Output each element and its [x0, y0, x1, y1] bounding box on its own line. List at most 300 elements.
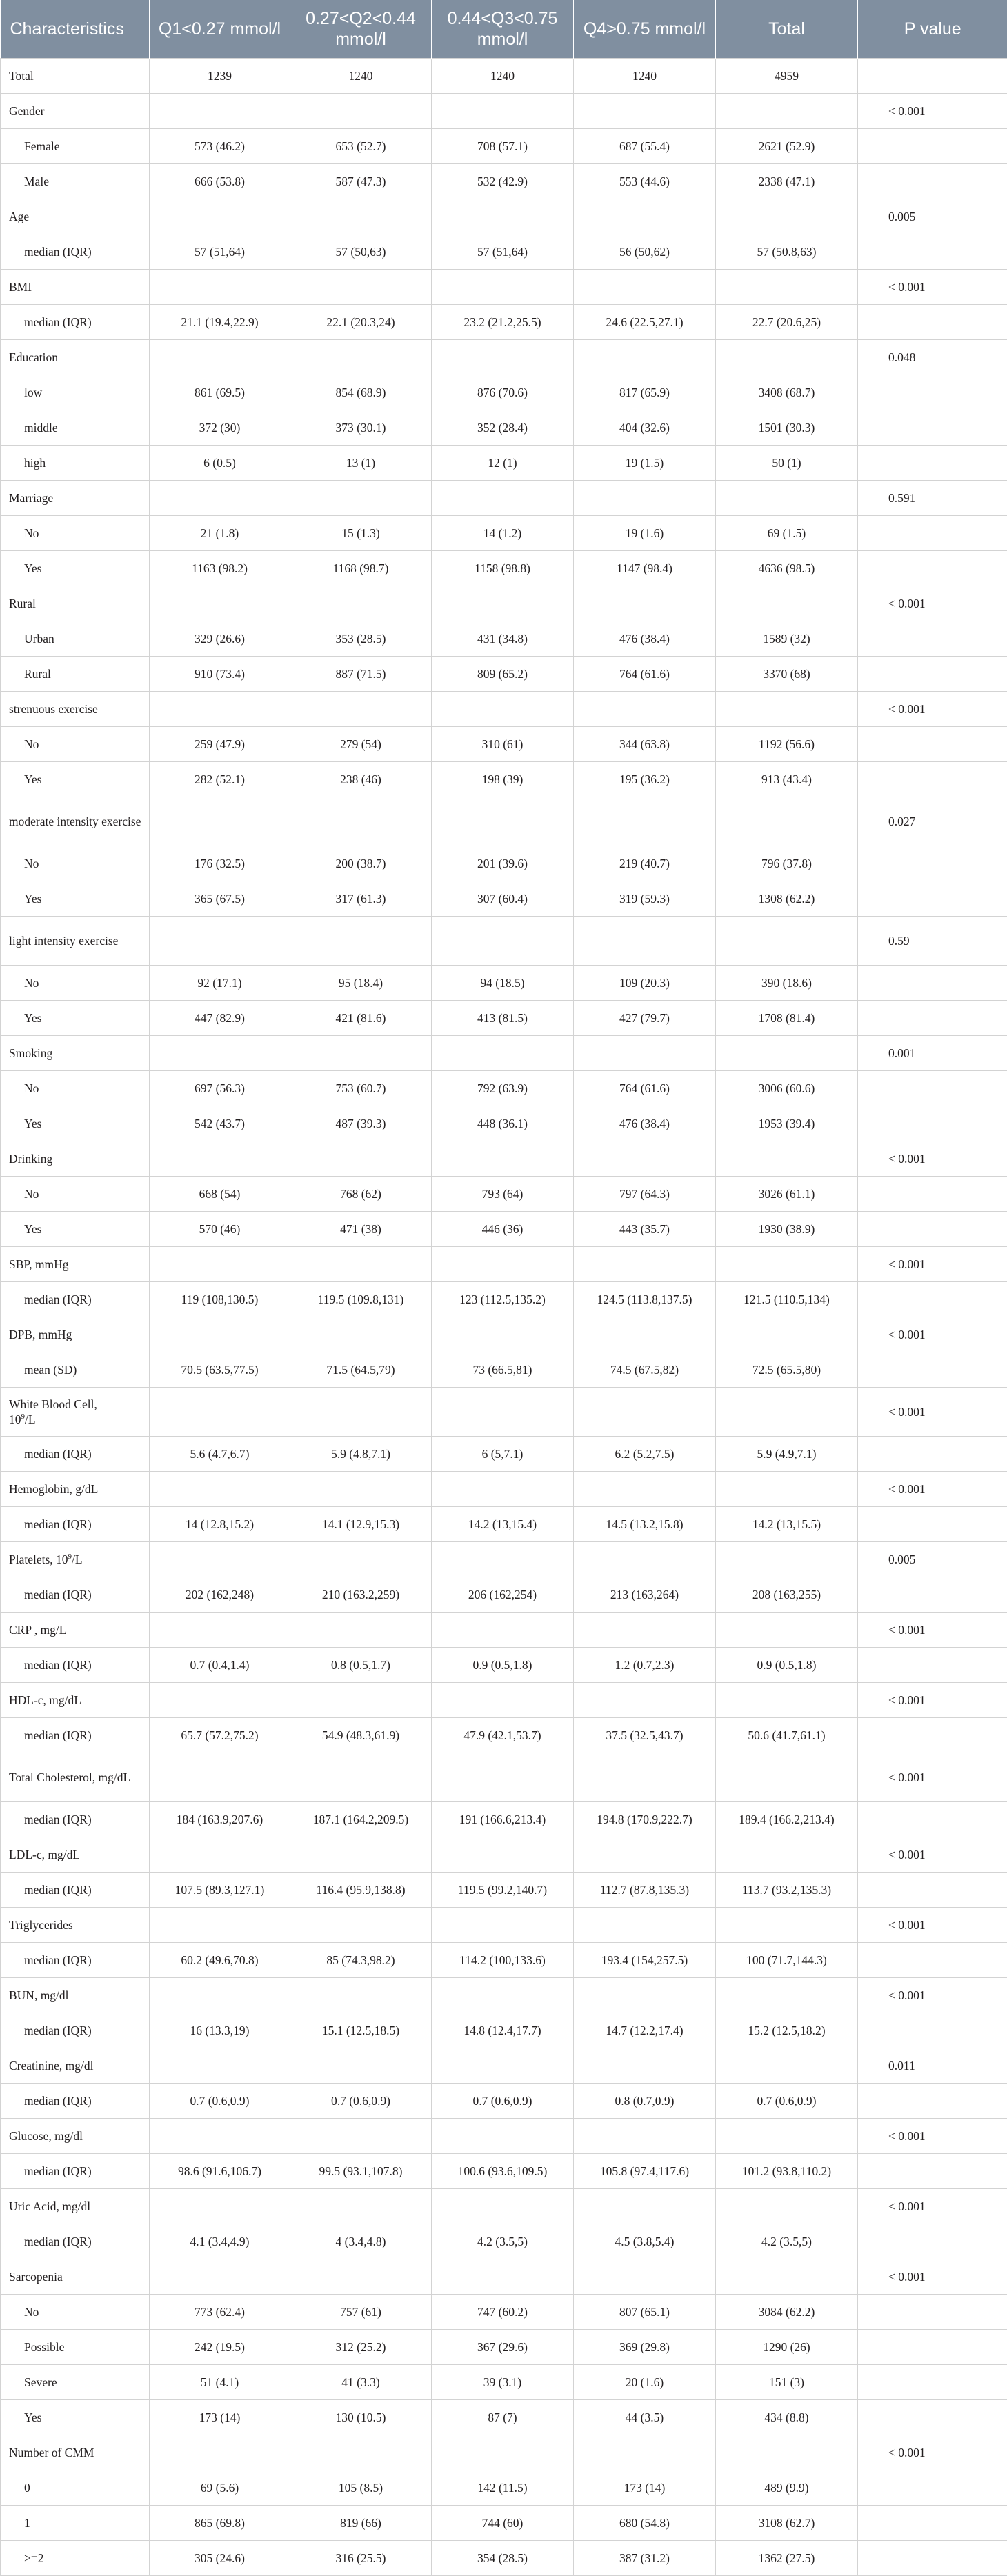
cell-p-value: < 0.001 — [858, 1388, 1007, 1437]
cell-q3 — [432, 2435, 574, 2470]
cell-p-value — [858, 1718, 1007, 1753]
cell-q3 — [432, 1683, 574, 1718]
cell-q2: 587 (47.3) — [290, 164, 432, 199]
header-p-value: P value — [858, 0, 1007, 59]
cell-q3: 708 (57.1) — [432, 129, 574, 164]
cell-total — [716, 270, 858, 305]
cell-total: 1930 (38.9) — [716, 1212, 858, 1247]
row-sublabel — [1, 2541, 150, 2576]
cell-q3 — [432, 586, 574, 621]
cell-q4 — [574, 917, 716, 966]
cell-p-value: < 0.001 — [858, 2189, 1007, 2224]
row-label-text: LDL-c, mg/dL — [9, 1848, 80, 1861]
row-label-text: median (IQR) — [24, 2164, 92, 2178]
row-sublabel — [1, 1352, 150, 1388]
cell-q3 — [432, 797, 574, 846]
row-label — [1, 340, 150, 375]
row-sublabel — [1, 2470, 150, 2506]
cell-p-value — [858, 129, 1007, 164]
row-label — [1, 59, 150, 94]
cell-p-value — [858, 234, 1007, 270]
cell-q3: 23.2 (21.2,25.5) — [432, 305, 574, 340]
cell-q1: 865 (69.8) — [150, 2506, 290, 2541]
row-label-text: Yes — [24, 1222, 41, 1236]
row-label — [1, 1837, 150, 1873]
cell-q3: 142 (11.5) — [432, 2470, 574, 2506]
row-label-text: Creatinine, mg/dl — [9, 2059, 93, 2073]
row-sublabel — [1, 881, 150, 917]
table-row — [1, 586, 1007, 621]
cell-q2 — [290, 2119, 432, 2154]
cell-q2 — [290, 1683, 432, 1718]
cell-q2: 95 (18.4) — [290, 966, 432, 1001]
cell-total — [716, 2435, 858, 2470]
table-row — [1, 1683, 1007, 1718]
table-row — [1, 2295, 1007, 2330]
row-label-text: Yes — [24, 1117, 41, 1130]
cell-q4: 4.5 (3.8,5.4) — [574, 2224, 716, 2259]
cell-q3: 352 (28.4) — [432, 410, 574, 446]
header-q4: Q4>0.75 mmol/l — [574, 0, 716, 59]
cell-q3: 14 (1.2) — [432, 516, 574, 551]
cell-q4: 124.5 (113.8,137.5) — [574, 1282, 716, 1317]
cell-q4: 213 (163,264) — [574, 1577, 716, 1613]
table-row — [1, 1177, 1007, 1212]
cell-q1: 202 (162,248) — [150, 1577, 290, 1613]
header-q2: 0.27<Q2<0.44 mmol/l — [290, 0, 432, 59]
cell-p-value: 0.027 — [858, 797, 1007, 846]
cell-q1: 70.5 (63.5,77.5) — [150, 1352, 290, 1388]
cell-q2: 768 (62) — [290, 1177, 432, 1212]
cell-q3: 191 (166.6,213.4) — [432, 1802, 574, 1837]
cell-q4: 476 (38.4) — [574, 1106, 716, 1141]
cell-q3 — [432, 1141, 574, 1177]
row-label-text: Total — [9, 69, 34, 83]
cell-p-value: 0.005 — [858, 199, 1007, 234]
cell-q3: 1158 (98.8) — [432, 551, 574, 586]
cell-p-value — [858, 2365, 1007, 2400]
cell-q1: 242 (19.5) — [150, 2330, 290, 2365]
cell-q4 — [574, 2119, 716, 2154]
row-label — [1, 1978, 150, 2013]
cell-q2: 1240 — [290, 59, 432, 94]
row-label-text: 0 — [24, 2481, 30, 2495]
cell-p-value — [858, 2295, 1007, 2330]
cell-q3: 14.2 (13,15.4) — [432, 1507, 574, 1542]
row-label-text: Triglycerides — [9, 1918, 73, 1932]
cell-q4 — [574, 1753, 716, 1802]
cell-total: 1290 (26) — [716, 2330, 858, 2365]
cell-q1: 21 (1.8) — [150, 516, 290, 551]
cell-q3: 448 (36.1) — [432, 1106, 574, 1141]
row-label-text: Hemoglobin, g/dL — [9, 1482, 98, 1496]
cell-q3: 0.9 (0.5,1.8) — [432, 1648, 574, 1683]
cell-q3 — [432, 2119, 574, 2154]
table-row — [1, 446, 1007, 481]
cell-q4 — [574, 2189, 716, 2224]
cell-q3 — [432, 340, 574, 375]
table-row — [1, 1036, 1007, 1071]
table-row — [1, 59, 1007, 94]
cell-q1: 861 (69.5) — [150, 375, 290, 410]
row-label-text: Yes — [24, 892, 41, 906]
cell-q2: 99.5 (93.1,107.8) — [290, 2154, 432, 2189]
cell-q1: 5.6 (4.7,6.7) — [150, 1437, 290, 1472]
cell-q4 — [574, 1247, 716, 1282]
row-sublabel — [1, 846, 150, 881]
cell-q1: 1239 — [150, 59, 290, 94]
cell-q4: 1240 — [574, 59, 716, 94]
cell-q2: 85 (74.3,98.2) — [290, 1943, 432, 1978]
cell-q1: 57 (51,64) — [150, 234, 290, 270]
row-label — [1, 94, 150, 129]
cell-q4: 1147 (98.4) — [574, 551, 716, 586]
row-label-text: Drinking — [9, 1152, 52, 1166]
cell-q4: 14.5 (13.2,15.8) — [574, 1507, 716, 1542]
cell-q2: 116.4 (95.9,138.8) — [290, 1873, 432, 1908]
header-total: Total — [716, 0, 858, 59]
cell-p-value: 0.001 — [858, 1036, 1007, 1071]
row-sublabel — [1, 1212, 150, 1247]
cell-p-value: 0.59 — [858, 917, 1007, 966]
table-row — [1, 2084, 1007, 2119]
cell-p-value — [858, 1802, 1007, 1837]
cell-q4: 193.4 (154,257.5) — [574, 1943, 716, 1978]
cell-q3: 1240 — [432, 59, 574, 94]
cell-p-value — [858, 1212, 1007, 1247]
cell-q1: 0.7 (0.4,1.4) — [150, 1648, 290, 1683]
cell-q1 — [150, 270, 290, 305]
cell-p-value: < 0.001 — [858, 692, 1007, 727]
cell-q3 — [432, 1542, 574, 1577]
cell-total — [716, 2048, 858, 2084]
cell-total: 1708 (81.4) — [716, 1001, 858, 1036]
cell-p-value — [858, 846, 1007, 881]
cell-q3: 793 (64) — [432, 1177, 574, 1212]
cell-q2: 373 (30.1) — [290, 410, 432, 446]
cell-total — [716, 2119, 858, 2154]
cell-q1: 1163 (98.2) — [150, 551, 290, 586]
row-sublabel — [1, 1001, 150, 1036]
cell-total: 2621 (52.9) — [716, 129, 858, 164]
row-sublabel — [1, 966, 150, 1001]
cell-q2: 653 (52.7) — [290, 129, 432, 164]
cell-q4: 24.6 (22.5,27.1) — [574, 305, 716, 340]
cell-q2 — [290, 1388, 432, 1437]
row-label-text: light intensity exercise — [9, 934, 118, 948]
row-label-text: No — [24, 1081, 39, 1095]
cell-q1 — [150, 94, 290, 129]
row-label-text: median (IQR) — [24, 1658, 92, 1672]
row-label-text: moderate intensity exercise — [9, 815, 141, 828]
cell-q4: 19 (1.5) — [574, 446, 716, 481]
cell-q1 — [150, 1683, 290, 1718]
row-label — [1, 797, 150, 846]
row-label-text: No — [24, 1187, 39, 1201]
cell-p-value: < 0.001 — [858, 1837, 1007, 1873]
cell-q4: 817 (65.9) — [574, 375, 716, 410]
cell-p-value: < 0.001 — [858, 2259, 1007, 2295]
cell-q1: 329 (26.6) — [150, 621, 290, 657]
cell-total: 913 (43.4) — [716, 762, 858, 797]
cell-total: 4.2 (3.5,5) — [716, 2224, 858, 2259]
cell-q3 — [432, 1388, 574, 1437]
cell-p-value — [858, 1648, 1007, 1683]
row-label-text: SBP, mmHg — [9, 1257, 69, 1271]
row-sublabel — [1, 727, 150, 762]
row-sublabel — [1, 551, 150, 586]
cell-total: 390 (18.6) — [716, 966, 858, 1001]
table-row — [1, 129, 1007, 164]
cell-q2 — [290, 1908, 432, 1943]
cell-total: 121.5 (110.5,134) — [716, 1282, 858, 1317]
cell-q3: 310 (61) — [432, 727, 574, 762]
row-label — [1, 692, 150, 727]
row-label — [1, 2048, 150, 2084]
cell-p-value: < 0.001 — [858, 1247, 1007, 1282]
table-row — [1, 551, 1007, 586]
row-sublabel — [1, 2154, 150, 2189]
cell-q4 — [574, 1908, 716, 1943]
cell-p-value: 0.048 — [858, 340, 1007, 375]
cell-q3: 57 (51,64) — [432, 234, 574, 270]
cell-q1: 697 (56.3) — [150, 1071, 290, 1106]
table-header — [1, 0, 1007, 59]
cell-q2 — [290, 1317, 432, 1352]
row-label-text: Age — [9, 210, 29, 223]
cell-p-value — [858, 2541, 1007, 2576]
table-row — [1, 1388, 1007, 1437]
table-row — [1, 2470, 1007, 2506]
row-label-text: BMI — [9, 280, 32, 294]
cell-q1 — [150, 2119, 290, 2154]
row-label-text: median (IQR) — [24, 2235, 92, 2248]
table-row — [1, 516, 1007, 551]
cell-q1 — [150, 1472, 290, 1507]
row-sublabel — [1, 1648, 150, 1683]
cell-q2 — [290, 481, 432, 516]
cell-q4: 105.8 (97.4,117.6) — [574, 2154, 716, 2189]
cell-q2: 210 (163.2,259) — [290, 1577, 432, 1613]
cell-total: 22.7 (20.6,25) — [716, 305, 858, 340]
cell-q2 — [290, 1036, 432, 1071]
table-row — [1, 1943, 1007, 1978]
cell-total: 15.2 (12.5,18.2) — [716, 2013, 858, 2048]
cell-q2: 753 (60.7) — [290, 1071, 432, 1106]
cell-total — [716, 1613, 858, 1648]
row-label-text: No — [24, 976, 39, 990]
table-row — [1, 305, 1007, 340]
cell-q4 — [574, 1613, 716, 1648]
cell-q1 — [150, 2189, 290, 2224]
cell-q4 — [574, 1388, 716, 1437]
table-row — [1, 340, 1007, 375]
cell-q2 — [290, 1247, 432, 1282]
row-label-text: low — [24, 386, 42, 399]
row-sublabel — [1, 2013, 150, 2048]
cell-p-value — [858, 1577, 1007, 1613]
row-label-text: Total Cholesterol, mg/dL — [9, 1770, 130, 1784]
cell-total: 434 (8.8) — [716, 2400, 858, 2435]
row-label-text: Possible — [24, 2340, 64, 2354]
cell-q2: 200 (38.7) — [290, 846, 432, 881]
cell-total: 113.7 (93.2,135.3) — [716, 1873, 858, 1908]
table-row — [1, 1317, 1007, 1352]
cell-q1: 0.7 (0.6,0.9) — [150, 2084, 290, 2119]
cell-q2: 15.1 (12.5,18.5) — [290, 2013, 432, 2048]
cell-q2 — [290, 1837, 432, 1873]
row-label-text: Education — [9, 350, 58, 364]
row-label-text: Rural — [24, 667, 51, 681]
row-sublabel — [1, 305, 150, 340]
cell-q4 — [574, 94, 716, 129]
row-label-text: No — [24, 857, 39, 870]
row-label-text: median (IQR) — [24, 1883, 92, 1897]
table-row — [1, 410, 1007, 446]
cell-q3: 6 (5,7.1) — [432, 1437, 574, 1472]
cell-q3 — [432, 1036, 574, 1071]
table-row — [1, 2365, 1007, 2400]
row-label-text: CRP , mg/L — [9, 1623, 66, 1637]
cell-q4: 219 (40.7) — [574, 846, 716, 881]
cell-q2: 487 (39.3) — [290, 1106, 432, 1141]
cell-q3: 876 (70.6) — [432, 375, 574, 410]
table-row — [1, 1718, 1007, 1753]
cell-q2: 41 (3.3) — [290, 2365, 432, 2400]
cell-total — [716, 1036, 858, 1071]
table-row — [1, 2541, 1007, 2576]
cell-q4: 20 (1.6) — [574, 2365, 716, 2400]
cell-q3: 100.6 (93.6,109.5) — [432, 2154, 574, 2189]
cell-q3: 119.5 (99.2,140.7) — [432, 1873, 574, 1908]
row-label-text: mean (SD) — [24, 1363, 77, 1377]
cell-p-value: < 0.001 — [858, 1472, 1007, 1507]
table-row — [1, 1577, 1007, 1613]
cell-p-value — [858, 1071, 1007, 1106]
cell-q2: 14.1 (12.9,15.3) — [290, 1507, 432, 1542]
cell-total: 208 (163,255) — [716, 1577, 858, 1613]
table-row — [1, 164, 1007, 199]
row-label-text: >=2 — [24, 2551, 44, 2565]
cell-p-value: < 0.001 — [858, 1683, 1007, 1718]
cell-total — [716, 1683, 858, 1718]
row-label-unit: 10 — [9, 1412, 21, 1426]
cell-total: 0.7 (0.6,0.9) — [716, 2084, 858, 2119]
row-sublabel — [1, 1106, 150, 1141]
cell-total — [716, 1753, 858, 1802]
cell-q3 — [432, 2189, 574, 2224]
table-row — [1, 1753, 1007, 1802]
cell-q4: 74.5 (67.5,82) — [574, 1352, 716, 1388]
cell-p-value — [858, 966, 1007, 1001]
cell-q4: 443 (35.7) — [574, 1212, 716, 1247]
cell-p-value: 0.005 — [858, 1542, 1007, 1577]
cell-q1: 305 (24.6) — [150, 2541, 290, 2576]
row-label — [1, 1388, 150, 1437]
cell-q2: 5.9 (4.8,7.1) — [290, 1437, 432, 1472]
cell-total — [716, 1542, 858, 1577]
cell-total: 489 (9.9) — [716, 2470, 858, 2506]
cell-q3 — [432, 270, 574, 305]
cell-total: 151 (3) — [716, 2365, 858, 2400]
cell-q1 — [150, 1317, 290, 1352]
cell-total: 57 (50.8,63) — [716, 234, 858, 270]
cell-q1: 92 (17.1) — [150, 966, 290, 1001]
cell-q3: 14.8 (12.4,17.7) — [432, 2013, 574, 2048]
row-label-text: White Blood Cell, — [9, 1397, 97, 1411]
table-row — [1, 1247, 1007, 1282]
cell-q3: 39 (3.1) — [432, 2365, 574, 2400]
cell-q4: 764 (61.6) — [574, 1071, 716, 1106]
row-label-text: DPB, mmHg — [9, 1328, 72, 1341]
cell-q3 — [432, 2048, 574, 2084]
cell-total — [716, 1247, 858, 1282]
cell-total — [716, 481, 858, 516]
row-label-text: median (IQR) — [24, 1447, 92, 1461]
cell-total: 796 (37.8) — [716, 846, 858, 881]
table-row — [1, 2259, 1007, 2295]
cell-total — [716, 199, 858, 234]
row-label-text: Yes — [24, 1011, 41, 1025]
cell-q2 — [290, 917, 432, 966]
row-sublabel — [1, 1282, 150, 1317]
row-label — [1, 917, 150, 966]
cell-q1: 176 (32.5) — [150, 846, 290, 881]
cell-q3 — [432, 1613, 574, 1648]
cell-q3 — [432, 2259, 574, 2295]
cell-q2: 119.5 (109.8,131) — [290, 1282, 432, 1317]
table-row — [1, 199, 1007, 234]
cell-q4 — [574, 1141, 716, 1177]
table-row — [1, 846, 1007, 881]
row-sublabel — [1, 621, 150, 657]
row-sublabel — [1, 2365, 150, 2400]
cell-q1 — [150, 1388, 290, 1437]
table-row — [1, 375, 1007, 410]
row-label — [1, 1683, 150, 1718]
row-label-text: median (IQR) — [24, 2094, 92, 2108]
cell-q1: 259 (47.9) — [150, 727, 290, 762]
row-sublabel — [1, 1873, 150, 1908]
cell-q3: 431 (34.8) — [432, 621, 574, 657]
table-row — [1, 1613, 1007, 1648]
cell-total: 189.4 (166.2,213.4) — [716, 1802, 858, 1837]
table-row — [1, 1212, 1007, 1247]
cell-p-value — [858, 305, 1007, 340]
cell-q3 — [432, 1317, 574, 1352]
cell-p-value — [858, 516, 1007, 551]
cell-p-value — [858, 1001, 1007, 1036]
cell-q4: 476 (38.4) — [574, 621, 716, 657]
cell-total: 3084 (62.2) — [716, 2295, 858, 2330]
cell-total: 1192 (56.6) — [716, 727, 858, 762]
table-row — [1, 1978, 1007, 2013]
cell-q4: 344 (63.8) — [574, 727, 716, 762]
cell-q4: 369 (29.8) — [574, 2330, 716, 2365]
row-label-text: Sarcopenia — [9, 2270, 63, 2284]
table-row — [1, 797, 1007, 846]
row-label-text: Male — [24, 174, 49, 188]
cell-p-value: < 0.001 — [858, 270, 1007, 305]
cell-q2 — [290, 2189, 432, 2224]
cell-q2: 854 (68.9) — [290, 375, 432, 410]
row-label — [1, 586, 150, 621]
cell-q3: 198 (39) — [432, 762, 574, 797]
cell-q4: 194.8 (170.9,222.7) — [574, 1802, 716, 1837]
cell-q1 — [150, 797, 290, 846]
table-row — [1, 1837, 1007, 1873]
cell-p-value: 0.591 — [858, 481, 1007, 516]
